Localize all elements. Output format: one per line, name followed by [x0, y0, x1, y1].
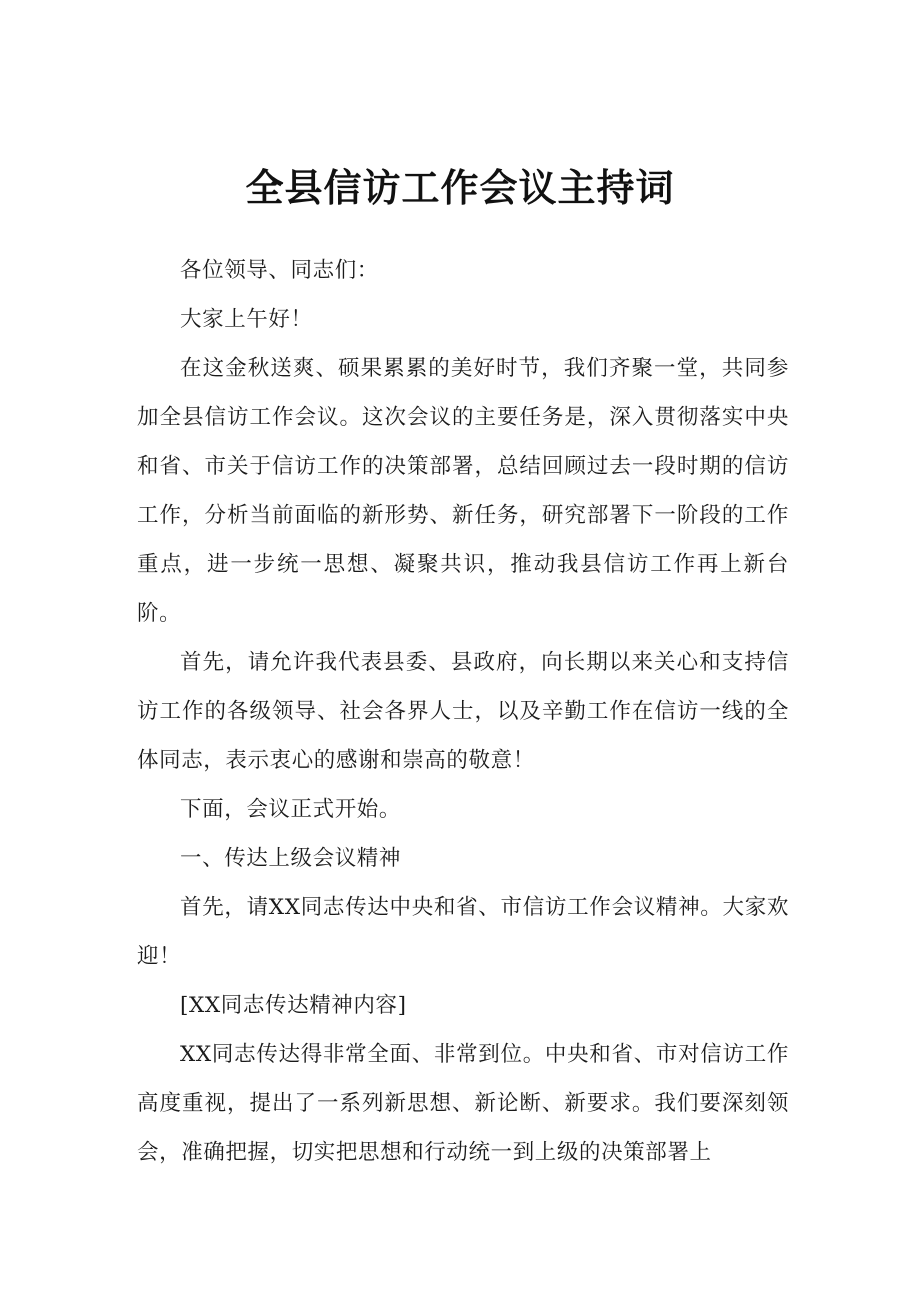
paragraph-summary: XX同志传达得非常全面、非常到位。中央和省、市对信访工作高度重视，提出了一系列新思想、新论断、新要求。我们要深刻领会，准确把握，切实把思想和行动统一到上级的决策部署上 [137, 1042, 789, 1165]
paragraph-opening: 在这金秋送爽、硕果累累的美好时节，我们齐聚一堂，共同参加全县信访工作会议。这次会议的主要任务是，深入贯彻落实中央和省、市关于信访工作的决策部署，总结回顾过去一段时期的信访工作，分析当前面临的新形势、新任务，研究部署下一阶段的工作重点，进一步统一思想、凝聚共识，推动我县信访工作再上新台阶。 [137, 356, 789, 626]
paragraph-invite: 首先，请XX同志传达中央和省、市信访工作会议精神。大家欢迎！ [137, 895, 789, 969]
paragraph-thanks: 首先，请允许我代表县委、县政府，向长期以来关心和支持信访工作的各级领导、社会各界人士，以及辛勤工作在信访一线的全体同志，表示衷心的感谢和崇高的敬意！ [137, 650, 789, 773]
document-title: 全县信访工作会议主持词 [245, 166, 675, 210]
section-heading-1: 一、传达上级会议精神 [180, 846, 402, 871]
greeting: 大家上午好！ [180, 307, 313, 332]
salutation: 各位领导、同志们： [180, 258, 379, 283]
paragraph-start: 下面，会议正式开始。 [180, 797, 402, 822]
paragraph-placeholder: [XX同志传达精神内容] [180, 993, 407, 1018]
document-body [137, 246, 789, 1177]
